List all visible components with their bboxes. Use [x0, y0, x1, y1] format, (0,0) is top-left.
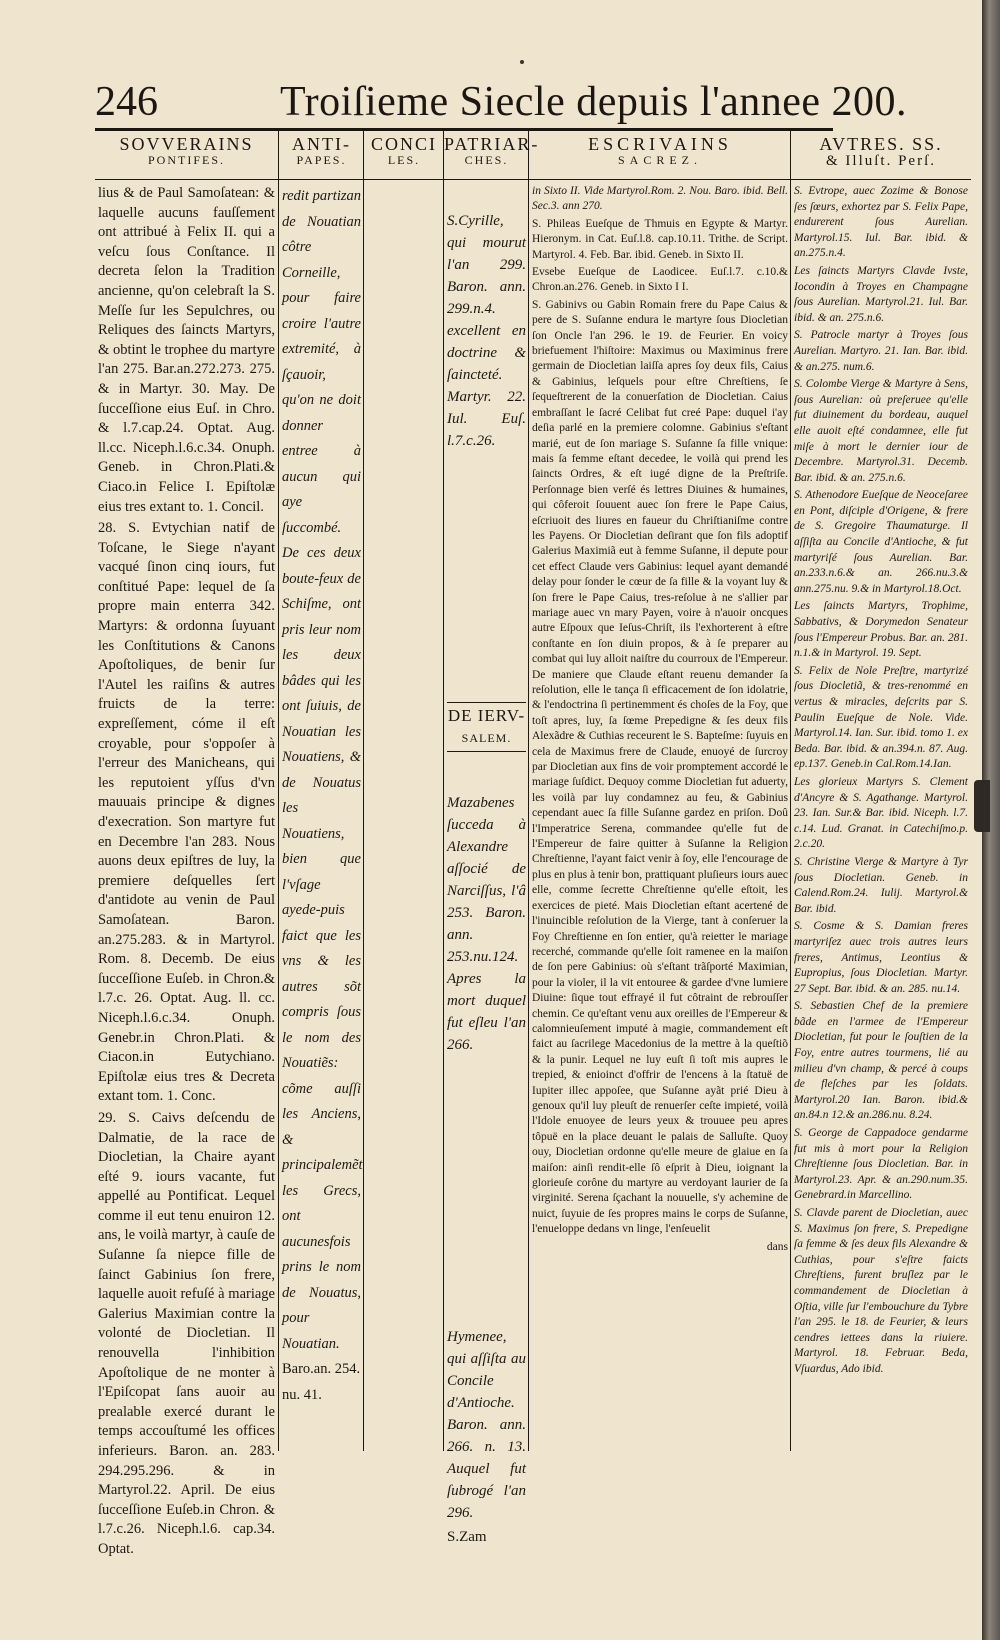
- column-body: [529, 180, 791, 1255]
- paragraph: Hymenee, qui aſſiſta au Concile d'Antioche. Baron. ann. 266. n. 13. Auquel fut ſubrogé l'an 296.: [447, 1329, 526, 1521]
- column-heading: SOVVERAINS PONTIFES.: [95, 131, 278, 180]
- column-heading: ESCRIVAINS SACREZ.: [529, 131, 791, 180]
- page-title: Troiſieme Siecle depuis l'annee 200.: [280, 79, 908, 125]
- list-item: S. Colombe Vierge & Martyre à Sens, ſous Aurelian: où preſeruee qu'elle fut diuinement du bordeau, auquel elle auoit eſté condamnee, elle fut miſe à mort le dernier iour de Decembre. Martyrol.31. Decemb. Bar. ibid. & an. 275.n.6.: [794, 378, 968, 484]
- catchword: dans: [766, 1240, 788, 1253]
- column-heading: PATRIAR- CHES.: [444, 131, 529, 180]
- column-heading: AVTRES. SS. & Illuſt. Perſ.: [791, 131, 971, 180]
- paragraph: S. Phileas Eueſque de Thmuis en Egypte & Martyr. Hieronym. in Cat. Euſ.l.8. cap.10.11. Trithe. de Script. Martyrol. 4. Feb. Bar. ibid. Geneb. in Sixto II.: [532, 217, 788, 261]
- column-body: [95, 180, 278, 1560]
- list-item: S. Felix de Nole Preſtre, martyrizé ſous Diocletiã, & tres-renommé en vertus & miracles, deſcrits par S. Paulin Eueſque de Nole. Vide. Martyrol.14. Ian. Sur. ibid. tomo 1. ex Beda. Bar. ibid. & an.394.n. 87. Aug. ep.137. Geneb.in Cal.Rom.14.Ian.: [794, 664, 968, 771]
- paragraph: 28. S. Evtychian natif de Toſcane, le Siege n'ayant vacqué ſinon cinq iours, fut conſtitué Pape: lequel de ſa propre main enterra 342. Martyrs: & ordonna ſuyuant les Conſtitutions & Canons Apoſtoliques, de benir ſur l'Autel les raiſins & autres fruicts de la terre: expreſſement, cóme il eſt croyable, pour s'oppoſer à l'erreur des Manicheans, qui les reputoient yſſus d'vn mauuais principe & dignes d'execration. Son martyre fut en Decembre l'an 283. Nous auons deux epiſtres de luy, la premiere deſquelles ſert d'antidote au venin de Paul Samoſatean. Baron. an.275.283. & in Martyrol. Rom. 8. Decemb. De eius ſucceſſione Euſeb. in Chron.& l.7.c. 26. Optat. Aug. ll. cc. Niceph.l.6.c.34. Onuph. Genebr.in Chron.Plati. & Ciacon.in Eutychiano. Epiſtolæ eius tres & Decreta extant tom. 1. Conc.: [98, 520, 275, 1105]
- paragraph: Mazabenes ſucceda à Alexandre aſſocié de Narciſſus, l'â 253. Baron. ann. 253.nu.124. Apres la mort duquel fut eſleu l'an 266.: [447, 795, 526, 1053]
- list-item: Les glorieux Martyrs S. Clement d'Ancyre & S. Agathange. Martyrol. 23. Ian. Sur.& Bar. ibid. Niceph. l.7. c.14. Lud. Granat. in Catechiſmo.p. 2.c.20.: [794, 775, 968, 851]
- page-number: 246: [95, 79, 158, 125]
- column-autres-saints: [790, 131, 971, 1451]
- list-item: S. Sebastien Chef de la premiere bãde en l'armee de l'Empereur Diocletian, fut pour le ſouſtien de la Foy, entre autres tourmens, lié au milieu d'vn champ, & percé à coups de fleſches par les ſoldats. Martyrol.20 Ian. Baron. ibid.& an.84.n 12.& an.286.nu. 8.24.: [794, 1000, 968, 1122]
- column-conciles: [363, 131, 444, 1451]
- ink-speck: [520, 60, 524, 64]
- list-item: S. Clavde parent de Diocletian, auec S. Maximus ſon frere, S. Prepedigne ſa femme & ſes deux fils Alexandre & Cuthias, pour s'eſtre faicts Chreſtiens, furent bruſlez par le commandement de Diocletian à Oſtia, ville ſur l'embouchure du Tybre l'an 295. le 18. de Feurier, & leurs cendres iettees dans la riuiere. Martyrol. 18. Februar. Beda, Vſuardus, Ado ibid.: [794, 1207, 968, 1375]
- list-item: Les ſaincts Martyrs Clavde Ivste, Iocondin à Troyes en Champagne ſous Aurelian. Martyrol.21. Iul. Bar. ibid. & an. 275.n.6.: [794, 264, 968, 324]
- column-heading: ANTI- PAPES.: [279, 131, 364, 180]
- paragraph: redit partizan de Nouatian côtre Corneille, pour faire croire l'autre extremité, à ſçauoir, qu'on ne doit donner entree à aucun qui aye ſuccombé. De ces deux boute-feux de Schiſme, ont pris leur nom les deux bâdes qui les ont ſuiuis, de Nouatian les Nouatiens, & de Nouatus les Nouatiens, bien que l'vſage ayede-puis faict que les vns & les autres sõt compris ſous le nom des Nouatiẽs: cõme auſſi les Anciens, & principalemẽt les Grecs, ont aucunesfois prins le nom de Nouatus, pour Nouatian.: [282, 188, 363, 1352]
- column-body: [791, 180, 971, 1378]
- column-heading: CONCI LES.: [364, 131, 444, 180]
- reference: Baro.an. 254. nu. 41.: [282, 1361, 361, 1403]
- list-item: S. Christine Vierge & Martyre à Tyr ſous Diocletian. Geneb. in Calend.Rom.24. Iulij. Martyrol.& Bar. ibid.: [794, 855, 968, 915]
- column-patriarches: [443, 131, 540, 1545]
- list-item: S. Cosme & S. Damian freres martyriſez auec trois autres leurs freres, Antimus, Leontius & Eupropius, ſous Diocletian. Martyr. 27 Sept. Bar. ibid. & an. 285. nu.14.: [794, 920, 968, 995]
- column-body: [444, 180, 529, 1548]
- list-item: S. George de Cappadoce gendarme fut mis à mort pour la Religion Chreſtienne ſous Diocletian. Bar. in Martyrol.23. Apr. & an.290.num.35. Genebrard.in Marcellino.: [794, 1127, 968, 1202]
- column-body: [279, 180, 364, 1408]
- paragraph: S.Cyrille, qui mourut l'an 299. Baron. ann. 299.n.4. excellent en doctrine & ſaincteté. Martyr. 22. Iul. Euſ. l.7.c.26.: [447, 213, 526, 449]
- column-souverains-pontifes: [95, 131, 278, 1557]
- subheading-jerusalem: DE IERV- SALEM.: [447, 702, 526, 752]
- paragraph: S.Zam: [447, 1529, 487, 1545]
- paragraph: Evsebe Eueſque de Laodicee. Euſ.l.7. c.10.& Chron.an.276. Geneb. in Sixto I I.: [532, 266, 788, 294]
- paragraph: in Sixto II. Vide Martyrol.Rom. 2. Nou. Baro. ibid. Bell. Sec.3. ann 270.: [532, 185, 788, 213]
- page-clip: [974, 780, 990, 832]
- list-item: S. Athenodore Eueſque de Neoceſaree en Pont, diſciple d'Origene, & frere de S. Gregoire Thaumaturge. Il aſſiſta au Concile d'Antioche, & fut martyriſé ſous Aurelian. Bar. an.233.n.6.& an. 266.nu.3.& ann.275.nu. 9.& in Martyrol.18.Oct.: [794, 489, 968, 595]
- paragraph: lius & de Paul Samoſatean: & laquelle aucuns fauſſement ont attribué à Felix II. qui a veſcu ſous Conſtance. Il decreta ſelon la Tradition ancienne, qu'on celebraſt la S. Meſſe ſur les Sepulchres, ou Reliques des ſaincts Martyrs, & obtint le trophee du martyre l'an 275. Bar.an.272.273. 275. & in Martyr. 30. May. De ſucceſſione eius Euſ. in Chro. & l.7.cap.24. Optat. Aug. ll.cc. Niceph.l.6.c.34. Onuph. Geneb. in Chron.Plati.& Ciaco.in Felice I. Epiſtolæ eius tres extant to. 1. Concil.: [98, 185, 275, 515]
- column-anti-papes: [278, 131, 364, 1451]
- list-item: S. Patrocle martyr à Troyes ſous Aurelian. Martyro. 21. Ian. Bar. ibid. & an.275. num.6.: [794, 329, 968, 373]
- list-item: S. Evtrope, auec Zozime & Bonose ſes ſœurs, exhortez par S. Felix Pape, endurerent ſous Aurelian. Martyrol.15. Iul. Bar. ibid. & an.275.n.4.: [794, 185, 968, 260]
- column-escrivains-sacrez: [528, 131, 791, 1451]
- paragraph: 29. S. Caivs deſcendu de Dalmatie, de la race de Diocletian, la Chaire ayant eſté 9. iours vacante, fut appellé au Pontificat. Lequel comme il eut tenu enuiron 12. ans, le voilà martyr, à cauſe de Suſanne ſa niepce fille de ſainct Gabinius ſon frere, laquelle auoit refuſé à mariage Galerius Maximian contre la volonté de Diocletian. Il renouvella l'inhibition Apoſtolique de ne monter à l'Epiſcopat ſans auoir au prealable exercé durant le temps accouſtumé les offices inferieurs. Baron. an. 283. 294.295.296. & in Martyrol.22. April. De eius ſucceſſione Euſeb.in Chron. & l.7.c.26. Niceph.l.6. cap.34. Optat.: [98, 1109, 275, 1557]
- list-item: Les ſaincts Martyrs, Trophime, Sabbativs, & Dorymedon Senateur ſous l'Empereur Probus. Bar. an. 281. n.1.& in Martyrol. 19. Sept.: [794, 600, 968, 660]
- page-header: [95, 72, 908, 128]
- paragraph: S. Gabinivs ou Gabin Romain frere du Pape Caius & pere de S. Suſanne endura le martyre ſous Diocletian ſon Oncle l'an 296. le 19. de Feurier. En voicy briefuement l'hiſtoire: Maximus ou Maximinus frere germain de Diocletian laiſſa apres ſoy deux fils, Caius & Gabinius, leſquels pour eſtre Chreſtiens, ſe ſequeſtrerent de la conuerſation de Diocletian. Caius embraſſant le ſacré Celibat fut creé Pape: duquel i'ay deſia parlé en la premiere colomne. Gabinius s'eſtant marié, eut de ſon mariage S. Suſanne ſa fille vnique: mais ſa femme eſtant decedee, le voilà qui prend les ſaincts Ordres, & eſt iugé digne de la Preſtriſe. Perſonnage bien verſé és lettres Diuines & humaines, qui côferoit ſouuent auec ſon frere le Pape Caius, eſcriuoit des liures en faueur du Chriſtianiſme contre les Payens. Or Diocletian deſirant que ſon fils adoptif Galerius Maximiã eut à femme Suſanne, il depute pour cet effect Claude vers Gabinius: lequel ayant demandé delay pour ſonder le cœur de ſa fille & la voyant luy & ſon frere le Pape Caius, tres-reſolue à ne s'allier par mariage auec vn mary Payen, voire à n'auoir oncques autre Eſpoux que Ieſus-Chriſt, ils l'exhorterent à eſtre conſtante en ſon diuin propos, & à ſe preparer au combat qui luy alloit naiſtre du courroux de l'Empereur. De maniere que Claude eſtant reuenu demander ſa reſolution, elle le tança ſi efficacement de ſon idolatrie, & l'endoctrina ſi pertinemment és choſes de la Foy, que toſt apres, luy, ſa ſœme Prepedigne & ſes deux fils Alexãdre & Cuthias receurent le S. Bapteſme: ſuyuis en cela de Maximus frere de Claude, enuoyé de ſurcroy par Diocletian aux fins de voir promptement accordé le mariage ſuſdict. Dequoy comme Diocletian fut aduerty, les voilà par luy condamnez au feu, & Gabinius cependant auec ſa fille Suſanne gardez en priſon. Doû l'Imperatrice Serena, commandee qu'elle fut de l'Empereur de faire quitter à Suſanne la Religion Chreſtienne, l'ayant faict venir à ſoy, elle l'encourage de plus en plus à tenir bon, prattiquant pluſieurs iours auec elle, comme ſecrette Chreſtienne qu'elle eſtoit, les exercices de pieté. Mais Diocletian eſtant acertené de l'inuincible reſolution de la Vierge, tant à conſeruer la Foy Chreſtienne en ſon entier, qu'à reietter le mariage recerché, commande qu'elle ſoit ramenee en la maiſon de ſon pere Gabinius: où s'eſtant trãſporté Maximian, pour la violer, il la vit entouree & gardee d'vne lumiere Diuine: ſique tout effrayé il fut côtraint de rebrouſſer chemin. Ce qu'eſtant venu aux oreilles de l'Empereur & calomnieuſement imputé à magie, commandement eſt faict au ſacrilege Macedonius de la mettre à la queſtiõ & la punir. Lequel ne luy euſt ſi toſt mis aupres le trepied, & enioinct d'offrir de l'encens à la ſtatuë de Iupiter illec appoſee, que Suſanne ayãt prié Dieu à genoux qu'il luy pleuſt de renuerſer ceſte impieté, voilà l'Idole enuoyee de leurs yeux & trouuee peu apres tôpuë en la place deuant le palais de Salluſte. Quoy ouy, Diocletian ordonne qu'elle meure de glaiue en ſa maiſon: ainſi rendit-elle ſô eſprit à Dieu, ioignant la glorieuſe corône du martyre au verdoyant laurier de ſa virginité. Serena ſçachant la nouuelle, s'y achemine de nuict, ſuyuie de ſes propres mains le corps de Suſanne, l'enueloppe dedans vn linge, l'enſeuelit: [532, 298, 788, 1236]
